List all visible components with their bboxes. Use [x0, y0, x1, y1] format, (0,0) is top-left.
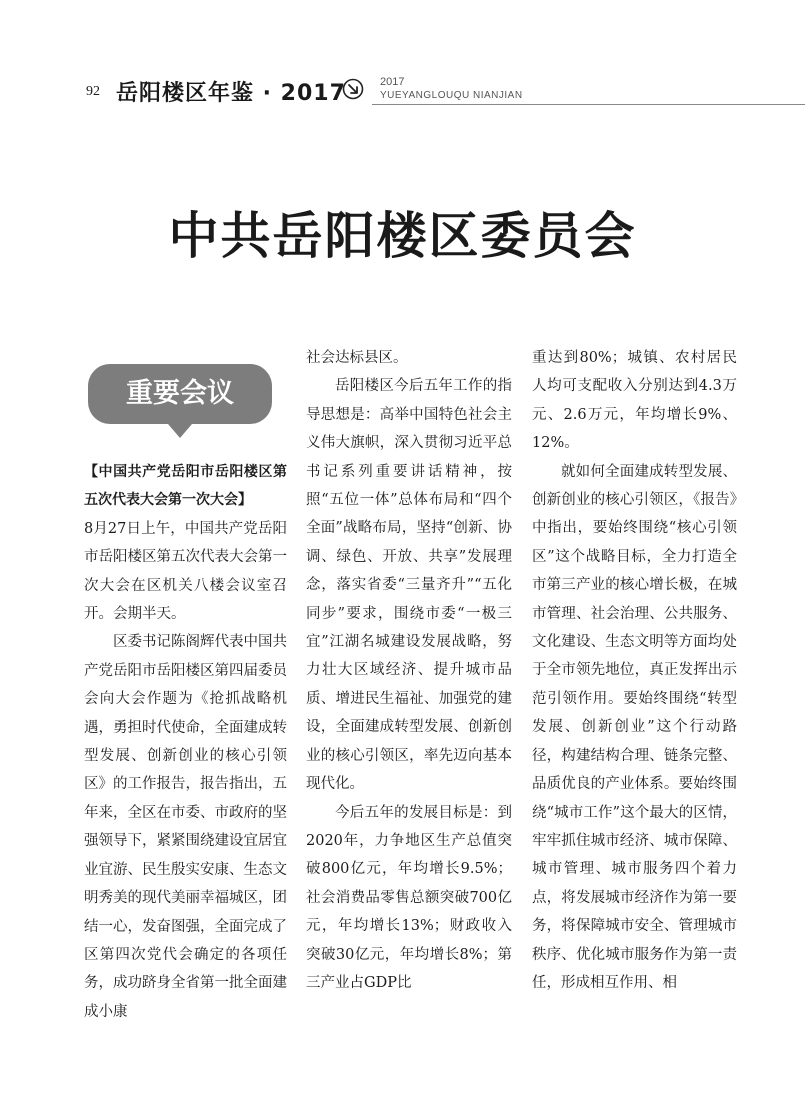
column-2	[306, 344, 512, 997]
paragraph: 就如何全面建成转型发展、创新创业的核心引领区，《报告》中指出，要始终围绕“核心引领区”这个战略目标，全力打造全市第三产业的核心增长极，在城市管理、社会治理、公共服务、文化建设、生态文明等方面均处于全市领先地位，真正发挥出示范引领作用。要始终围绕“转型发展、创新创业”这个行动路径，构建结构合理、链条完整、品质优良的产业体系。要始终围绕“城市工作”这个最大的区情，牢牢抓住城市经济、城市保障、城市管理、城市服务四个着力点，将发展城市经济作为第一要务，将保障城市安全、管理城市秩序、优化城市服务作为第一责任，形成相互作用、相	[532, 463, 737, 991]
page-number: 92	[86, 84, 100, 99]
paragraph: 8月27日上午，中国共产党岳阳市岳阳楼区第五次代表大会第一次大会在区机关八楼会议室召开。会期半天。	[84, 520, 287, 623]
paragraph: 今后五年的发展目标是：到2020年，力争地区生产总值突破800亿元，年均增长9.5%；社会消费品零售总额突破700亿元，年均增长13%；财政收入突破30亿元，年均增长8%；第三产业占GDP比	[306, 804, 512, 991]
paragraph: 社会达标县区。	[306, 350, 408, 366]
header-subtitle: YUEYANGLOUQU NIANJIAN	[380, 90, 523, 101]
section-badge: 重要会议	[88, 364, 272, 424]
page-title: 中共岳阳楼区委员会	[168, 207, 637, 265]
paragraph: 区委书记陈阁辉代表中国共产党岳阳市岳阳楼区第四届委员会向大会作题为《抢抓战略机遇，勇担时代使命，全面建成转型发展、创新创业的核心引领区》的工作报告，报告指出，五年来，全区在市委、市政府的坚强领导下，紧紧围绕建设宜居宜业宜游、民生殷实安康、生态文明秀美的现代美丽幸福城区，团结一心，发奋图强，全面完成了区第四次党代会确定的各项任务，成功跻身全省第一批全面建成小康	[84, 634, 287, 1020]
yearbook-title: 岳阳楼区年鉴 · 2017	[116, 81, 346, 106]
paragraph: 岳阳楼区今后五年工作的指导思想是：高举中国特色社会主义伟大旗帜，深入贯彻习近平总书记系列重要讲话精神，按照“五位一体”总体布局和“四个全面”战略布局，坚持“创新、协调、绿色、开放、共享”发展理念，落实省委“三量齐升”“五化同步”要求，围绕市委“一极三宜”江湖名城建设发展战略，努力壮大区域经济、提升城市品质、增进民生福祉、加强党的建设，全面建成转型发展、创新创业的核心引领区，率先迈向基本现代化。	[306, 378, 512, 793]
section-badge-pointer	[168, 424, 192, 438]
down-right-arrow-circle-icon	[342, 78, 364, 100]
header-rule	[372, 104, 805, 105]
paragraph: 重达到80%；城镇、农村居民人均可支配收入分别达到4.3万元、2.6万元，年均增长9%、12%。	[532, 350, 737, 452]
header-year: 2017	[380, 76, 405, 88]
column-3	[532, 344, 737, 997]
article-heading: 【中国共产党岳阳市岳阳楼区第五次代表大会第一次大会】	[84, 464, 287, 509]
column-1	[84, 458, 287, 1026]
